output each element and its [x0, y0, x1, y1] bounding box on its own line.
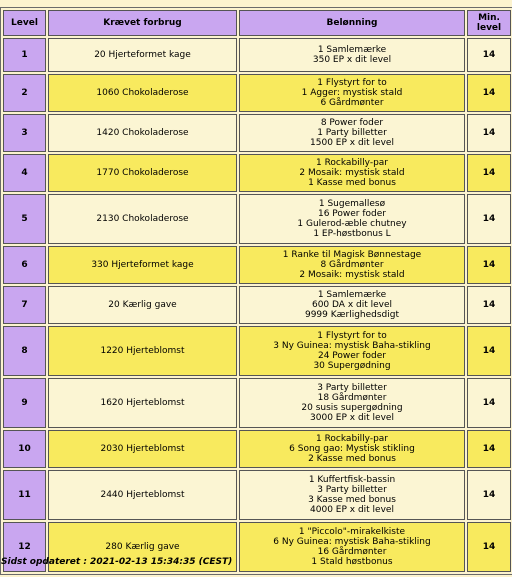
requirement-cell: 20 Kærlig gave: [48, 286, 237, 324]
level-cell: 4: [3, 154, 46, 192]
reward-line: 24 Power foder: [317, 351, 386, 361]
reward-line: 1 Flystyrt for to: [317, 331, 387, 341]
level-cell: 3: [3, 114, 46, 152]
level-cell: 9: [3, 378, 46, 428]
reward-line: 1 Kasse med bonus: [308, 178, 396, 188]
level-cell: 6: [3, 246, 46, 284]
reward-line: 16 Power foder: [317, 209, 386, 219]
reward-line: 3 Party billetter: [317, 383, 387, 393]
reward-line: 1 Stald høstbonus: [311, 557, 393, 567]
min-level-cell: 14: [467, 286, 511, 324]
reward-line: 6 Ny Guinea: mystisk Baha-stikling: [273, 537, 431, 547]
reward-line: 1 Ranke til Magisk Bønnestage: [282, 250, 422, 260]
min-level-cell: 14: [467, 154, 511, 192]
min-level-cell: 14: [467, 246, 511, 284]
reward-line: 2 Mosaik: mystisk stald: [299, 270, 405, 280]
min-level-cell: 14: [467, 430, 511, 468]
reward-line: 6 Gårdmønter: [320, 98, 384, 108]
requirement-cell: 1770 Chokoladerose: [48, 154, 237, 192]
reward-line: 1 Samlemærke: [317, 290, 387, 300]
table-row: [3, 246, 511, 284]
table-row: [3, 74, 511, 112]
header-min-level: [467, 10, 511, 36]
reward-table: [0, 7, 512, 575]
reward-cell: [239, 194, 465, 244]
reward-line: 30 Supergødning: [313, 361, 391, 371]
reward-line: 1 "Piccolo"-mirakelkiste: [298, 527, 406, 537]
table-row: [3, 326, 511, 376]
reward-cell: [239, 430, 465, 468]
requirement-cell: 2030 Hjerteblomst: [48, 430, 237, 468]
requirement-cell: 20 Hjerteformet kage: [48, 38, 237, 72]
reward-cell: [239, 38, 465, 72]
reward-line: 20 susis supergødning: [301, 403, 403, 413]
level-cell: 10: [3, 430, 46, 468]
header-min-level-line2: level: [476, 23, 502, 33]
table-row: [3, 38, 511, 72]
level-cell: 5: [3, 194, 46, 244]
reward-line: 3000 EP x dit level: [310, 413, 394, 423]
min-level-cell: 14: [467, 378, 511, 428]
table-row: [3, 286, 511, 324]
min-level-cell: 14: [467, 470, 511, 520]
reward-line: 1 Flystyrt for to: [317, 78, 387, 88]
reward-cell: [239, 522, 465, 572]
reward-cell: [239, 326, 465, 376]
requirement-cell: 1060 Chokoladerose: [48, 74, 237, 112]
requirement-cell: 2130 Chokoladerose: [48, 194, 237, 244]
reward-line: 4000 EP x dit level: [310, 505, 394, 515]
reward-cell: [239, 246, 465, 284]
level-cell: 12: [3, 522, 46, 572]
reward-cell: [239, 378, 465, 428]
reward-line: 600 DA x dit level: [311, 300, 393, 310]
reward-line: 1 Rockabilly-par: [315, 434, 389, 444]
reward-line: 1 Sugemallesø: [318, 199, 386, 209]
reward-line: 1 EP-høstbonus L: [313, 229, 391, 239]
reward-line: 8 Gårdmønter: [320, 260, 384, 270]
header-requirement: Krævet forbrug: [48, 10, 237, 36]
reward-line: 1 Agger: mystisk stald: [301, 88, 403, 98]
table-row: [3, 154, 511, 192]
requirement-cell: 1220 Hjerteblomst: [48, 326, 237, 376]
reward-line: 3 Ny Guinea: mystisk Baha-stikling: [273, 341, 431, 351]
header-row: [3, 10, 511, 36]
min-level-cell: 14: [467, 326, 511, 376]
header-min-level-line1: Min.: [478, 13, 500, 23]
reward-line: 8 Power foder: [320, 118, 384, 128]
min-level-cell: 14: [467, 38, 511, 72]
reward-line: 1 Gulerod-æble chutney: [297, 219, 407, 229]
reward-cell: [239, 74, 465, 112]
min-level-cell: 14: [467, 114, 511, 152]
reward-line: 9999 Kærlighedsdigt: [304, 310, 400, 320]
reward-cell: [239, 154, 465, 192]
reward-line: 1 Rockabilly-par: [315, 158, 389, 168]
requirement-cell: 1620 Hjerteblomst: [48, 378, 237, 428]
reward-line: 2 Mosaik: mystisk stald: [299, 168, 405, 178]
reward-line: 350 EP x dit level: [312, 55, 392, 65]
reward-line: 3 Kasse med bonus: [308, 495, 396, 505]
reward-line: 1 Samlemærke: [317, 45, 387, 55]
level-cell: 11: [3, 470, 46, 520]
reward-line: 3 Party billetter: [317, 485, 387, 495]
reward-line: 1500 EP x dit level: [310, 138, 394, 148]
header-level: Level: [3, 10, 46, 36]
reward-cell: [239, 286, 465, 324]
reward-line: 6 Song gao: Mystisk stikling: [289, 444, 415, 454]
level-cell: 7: [3, 286, 46, 324]
requirement-cell: 280 Kærlig gave: [48, 522, 237, 572]
reward-line: 1 Kuffertfisk-bassin: [308, 475, 396, 485]
requirement-cell: 330 Hjerteformet kage: [48, 246, 237, 284]
level-cell: 8: [3, 326, 46, 376]
level-cell: 1: [3, 38, 46, 72]
min-level-cell: 14: [467, 194, 511, 244]
min-level-cell: 14: [467, 522, 511, 572]
table-row: [3, 430, 511, 468]
reward-cell: [239, 470, 465, 520]
last-updated-text: Sidst opdateret : 2021-02-13 15:34:35 (CEST): [1, 557, 233, 567]
requirement-cell: 1420 Chokoladerose: [48, 114, 237, 152]
level-cell: 2: [3, 74, 46, 112]
table-row: [3, 378, 511, 428]
reward-line: 1 Party billetter: [317, 128, 387, 138]
requirement-cell: 2440 Hjerteblomst: [48, 470, 237, 520]
reward-line: 18 Gårdmønter: [317, 393, 387, 403]
reward-line: 2 Kasse med bonus: [308, 454, 396, 464]
header-reward: Belønning: [239, 10, 465, 36]
table-row: [3, 470, 511, 520]
min-level-cell: 14: [467, 74, 511, 112]
reward-cell: [239, 114, 465, 152]
table-row: [3, 194, 511, 244]
table-row: [3, 114, 511, 152]
reward-line: 16 Gårdmønter: [317, 547, 387, 557]
